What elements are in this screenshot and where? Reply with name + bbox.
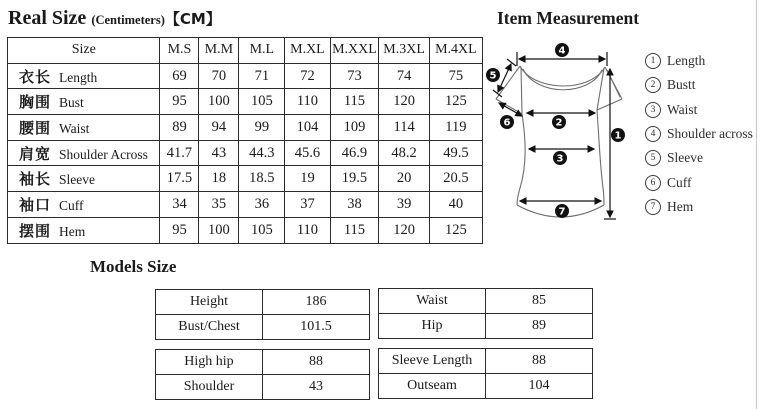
table-row (156, 315, 370, 340)
size-value-cell: 115 (330, 89, 379, 115)
size-value-cell: 100 (199, 217, 239, 243)
size-value-cell: 18.5 (239, 166, 285, 192)
legend-item-cuff (645, 170, 760, 194)
size-value-cell: 89 (160, 115, 199, 141)
size-value-cell: 69 (160, 63, 199, 89)
models-table-highhip-shoulder (155, 349, 370, 400)
row-label-cn: 摆围 (19, 221, 52, 240)
size-value-cell: 104 (285, 115, 330, 141)
table-row-length (8, 63, 483, 89)
size-header-cell: M.4XL (429, 38, 482, 64)
size-value-cell: 35 (199, 192, 239, 218)
row-label-en: Hem (59, 223, 86, 239)
model-value-cell: 85 (486, 289, 593, 314)
size-value-cell: 74 (379, 63, 429, 89)
marker-4: 4 (558, 45, 566, 57)
legend-label: Hem (667, 198, 694, 214)
legend-item-waist (645, 98, 760, 122)
size-value-cell: 49.5 (429, 140, 482, 166)
size-value-cell: 36 (239, 192, 285, 218)
marker-7: 7 (558, 206, 566, 218)
size-value-cell: 99 (239, 115, 285, 141)
size-value-cell: 100 (199, 89, 239, 115)
measurement-legend (645, 49, 760, 219)
size-header-cell: Size (8, 38, 160, 64)
row-label (8, 115, 160, 141)
size-header-cell: M.L (239, 38, 285, 64)
model-label-cell: Shoulder (156, 375, 263, 400)
size-value-cell: 70 (199, 63, 239, 89)
size-value-cell: 114 (379, 115, 429, 141)
model-value-cell: 43 (263, 375, 370, 400)
model-label-cell: Outseam (379, 374, 486, 399)
size-header-cell: M.S (160, 38, 199, 64)
row-label (8, 63, 160, 89)
row-label-cn: 袖口 (19, 195, 52, 214)
size-value-cell: 38 (330, 192, 379, 218)
row-label-en: Sleeve (59, 172, 96, 188)
row-label-cn: 胸围 (19, 93, 52, 112)
size-value-cell: 109 (330, 115, 379, 141)
row-label (8, 89, 160, 115)
model-value-cell: 88 (263, 350, 370, 375)
size-value-cell: 34 (160, 192, 199, 218)
row-label-cn: 腰围 (19, 118, 52, 137)
size-header-cell: M.3XL (379, 38, 429, 64)
size-value-cell: 48.2 (379, 140, 429, 166)
circled-number-icon: 7 (645, 199, 661, 215)
table-row-bust (8, 89, 483, 115)
row-label (8, 192, 160, 218)
size-value-cell: 75 (429, 63, 482, 89)
real-size-title-main: Real Size (8, 7, 87, 29)
size-value-cell: 19 (285, 166, 330, 192)
size-header-cell: M.M (199, 38, 239, 64)
size-value-cell: 125 (429, 89, 482, 115)
model-label-cell: Bust/Chest (156, 315, 263, 340)
model-value-cell: 89 (486, 314, 593, 339)
marker-2: 2 (555, 117, 563, 129)
size-value-cell: 95 (160, 217, 199, 243)
size-value-cell: 46.9 (330, 140, 379, 166)
size-value-cell: 95 (160, 89, 199, 115)
table-row (156, 375, 370, 400)
legend-label: Sleeve (667, 150, 703, 166)
row-label-en: Shoulder Across (59, 146, 148, 162)
row-label (8, 217, 160, 243)
models-table-sleeve-outseam (378, 348, 593, 399)
size-value-cell: 20 (379, 166, 429, 192)
size-value-cell: 120 (379, 217, 429, 243)
real-size-title (8, 7, 221, 30)
row-label-en: Bust (59, 95, 84, 111)
circled-number-icon: 1 (645, 53, 661, 69)
model-value-cell: 104 (486, 374, 593, 399)
circled-number-icon: 4 (645, 126, 661, 142)
models-table-height-bust (155, 289, 370, 340)
size-value-cell: 19.5 (330, 166, 379, 192)
size-value-cell: 20.5 (429, 166, 482, 192)
size-value-cell: 71 (239, 63, 285, 89)
tshirt-measurement-diagram (482, 30, 638, 248)
size-value-cell: 39 (379, 192, 429, 218)
model-label-cell: Height (156, 290, 263, 315)
table-row (379, 314, 593, 339)
size-header-cell: M.XXL (330, 38, 379, 64)
models-size-title: Models Size (90, 257, 177, 276)
model-label-cell: Waist (379, 289, 486, 314)
circled-number-icon: 2 (645, 77, 661, 93)
table-row (379, 289, 593, 314)
size-value-cell: 110 (285, 89, 330, 115)
model-label-cell: Hip (379, 314, 486, 339)
table-row-waist (8, 115, 483, 141)
row-label-cn: 肩宽 (19, 144, 52, 163)
size-value-cell: 18 (199, 166, 239, 192)
row-label-cn: 衣长 (19, 67, 52, 86)
table-row-sleeve (8, 166, 483, 192)
model-label-cell: Sleeve Length (379, 349, 486, 374)
real-size-table (7, 37, 483, 244)
item-measurement-title: Item Measurement (497, 8, 640, 28)
row-label (8, 140, 160, 166)
row-label-en: Length (59, 69, 98, 85)
marker-5: 5 (489, 70, 497, 82)
size-value-cell: 119 (429, 115, 482, 141)
marker-6: 6 (503, 117, 511, 129)
table-row-hem (8, 217, 483, 243)
legend-item-length (645, 49, 760, 73)
circled-number-icon: 6 (645, 175, 661, 191)
table-row-shoulder (8, 140, 483, 166)
legend-item-bust (645, 73, 760, 97)
model-label-cell: High hip (156, 350, 263, 375)
size-value-cell: 115 (330, 217, 379, 243)
real-size-title-cm-tag: 【CM】 (164, 10, 221, 28)
size-table-header-row (8, 38, 483, 64)
legend-item-shoulder (645, 122, 760, 146)
table-row (156, 350, 370, 375)
row-label-en: Waist (59, 120, 90, 136)
legend-item-sleeve (645, 146, 760, 170)
size-value-cell: 41.7 (160, 140, 199, 166)
model-value-cell: 88 (486, 349, 593, 374)
size-value-cell: 105 (239, 217, 285, 243)
size-value-cell: 40 (429, 192, 482, 218)
row-label (8, 166, 160, 192)
circled-number-icon: 5 (645, 150, 661, 166)
marker-1: 1 (614, 130, 622, 142)
size-value-cell: 73 (330, 63, 379, 89)
table-row (379, 349, 593, 374)
size-value-cell: 17.5 (160, 166, 199, 192)
table-row (156, 290, 370, 315)
table-row-cuff (8, 192, 483, 218)
legend-label: Cuff (667, 174, 692, 190)
real-size-title-unit: (Centimeters) (91, 13, 165, 27)
row-label-en: Cuff (59, 197, 84, 213)
size-value-cell: 45.6 (285, 140, 330, 166)
model-value-cell: 186 (263, 290, 370, 315)
tshirt-outline (496, 66, 622, 217)
table-row (379, 374, 593, 399)
legend-label: Length (667, 53, 706, 69)
size-value-cell: 44.3 (239, 140, 285, 166)
size-value-cell: 72 (285, 63, 330, 89)
model-value-cell: 101.5 (263, 315, 370, 340)
legend-item-hem (645, 195, 760, 219)
models-table-waist-hip (378, 288, 593, 339)
circled-number-icon: 3 (645, 102, 661, 118)
size-value-cell: 120 (379, 89, 429, 115)
legend-label: Waist (667, 101, 698, 117)
size-value-cell: 110 (285, 217, 330, 243)
size-value-cell: 37 (285, 192, 330, 218)
size-value-cell: 43 (199, 140, 239, 166)
size-value-cell: 94 (199, 115, 239, 141)
size-value-cell: 105 (239, 89, 285, 115)
legend-label: Bustt (667, 77, 696, 93)
legend-label: Shoulder across (667, 126, 753, 142)
row-label-cn: 袖长 (19, 170, 52, 189)
marker-3: 3 (556, 153, 564, 165)
right-edge-divider (756, 0, 757, 409)
size-value-cell: 125 (429, 217, 482, 243)
size-header-cell: M.XL (285, 38, 330, 64)
